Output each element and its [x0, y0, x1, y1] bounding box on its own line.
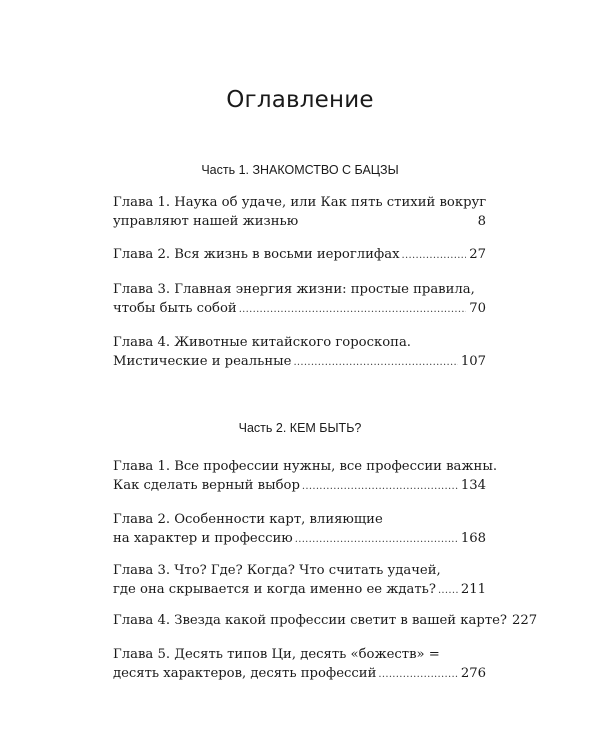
toc-entry[interactable]	[113, 245, 486, 265]
toc-entry[interactable]	[113, 280, 486, 319]
dot-leader	[378, 665, 457, 684]
page-number: 168	[460, 531, 486, 546]
chapter-title-line: чтобы быть собой	[113, 301, 237, 316]
dot-leader	[438, 581, 458, 600]
chapter-title-line: Глава 4. Звезда какой профессии светит в вашей карте?	[113, 613, 507, 628]
page-number: 8	[477, 214, 486, 229]
toc-entry[interactable]	[113, 193, 486, 232]
chapter-title-line: Глава 1. Все профессии нужны, все профессии важны.	[113, 459, 498, 474]
page-number: 227	[512, 613, 538, 628]
chapter-title-line: Глава 3. Главная энергия жизни: простые правила,	[113, 282, 475, 297]
toc-entry[interactable]	[113, 333, 486, 372]
dot-leader	[239, 300, 467, 319]
dot-leader	[293, 353, 457, 372]
chapter-title-line: управляют нашей жизнью	[113, 214, 299, 229]
toc-entry[interactable]	[113, 611, 538, 631]
part-heading: Часть 1. ЗНАКОМСТВО С БАЦЗЫ	[201, 163, 399, 177]
page-number: 134	[460, 478, 486, 493]
toc-entry[interactable]	[113, 510, 486, 549]
dot-leader	[295, 530, 458, 549]
part-heading: Часть 2. КЕМ БЫТЬ?	[238, 421, 362, 435]
dot-leader	[402, 246, 467, 265]
dot-leader	[302, 477, 458, 496]
chapter-title-line: Глава 5. Десять типов Ци, десять «божеств» =	[113, 647, 440, 662]
chapter-title-line: Глава 4. Животные китайского гороскопа.	[113, 335, 412, 350]
toc-entry[interactable]	[113, 645, 486, 684]
chapter-title-line: десять характеров, десять профессий	[113, 666, 377, 681]
chapter-title-line: Глава 2. Особенности карт, влияющие	[113, 512, 383, 527]
toc-entry[interactable]	[113, 561, 486, 600]
chapter-title-line: Глава 1. Наука об удаче, или Как пять стихий вокруг	[113, 195, 487, 210]
page-number: 211	[460, 582, 486, 597]
page-number: 107	[460, 354, 486, 369]
page-number: 70	[469, 301, 486, 316]
chapter-title-line: Как сделать верный выбор	[113, 478, 300, 493]
page-title: Оглавление	[226, 87, 374, 114]
chapter-title-line: Мистические и реальные	[113, 354, 292, 369]
chapter-title-line: Глава 2. Вся жизнь в восьми иероглифах	[113, 247, 400, 262]
chapter-title-line: Глава 3. Что? Где? Когда? Что считать удачей,	[113, 563, 441, 578]
chapter-title-line: где она скрывается и когда именно ее ждать?	[113, 582, 436, 597]
chapter-title-line: на характер и профессию	[113, 531, 293, 546]
toc-entry[interactable]	[113, 457, 498, 496]
page-number: 27	[469, 247, 486, 262]
page-number: 276	[460, 666, 486, 681]
